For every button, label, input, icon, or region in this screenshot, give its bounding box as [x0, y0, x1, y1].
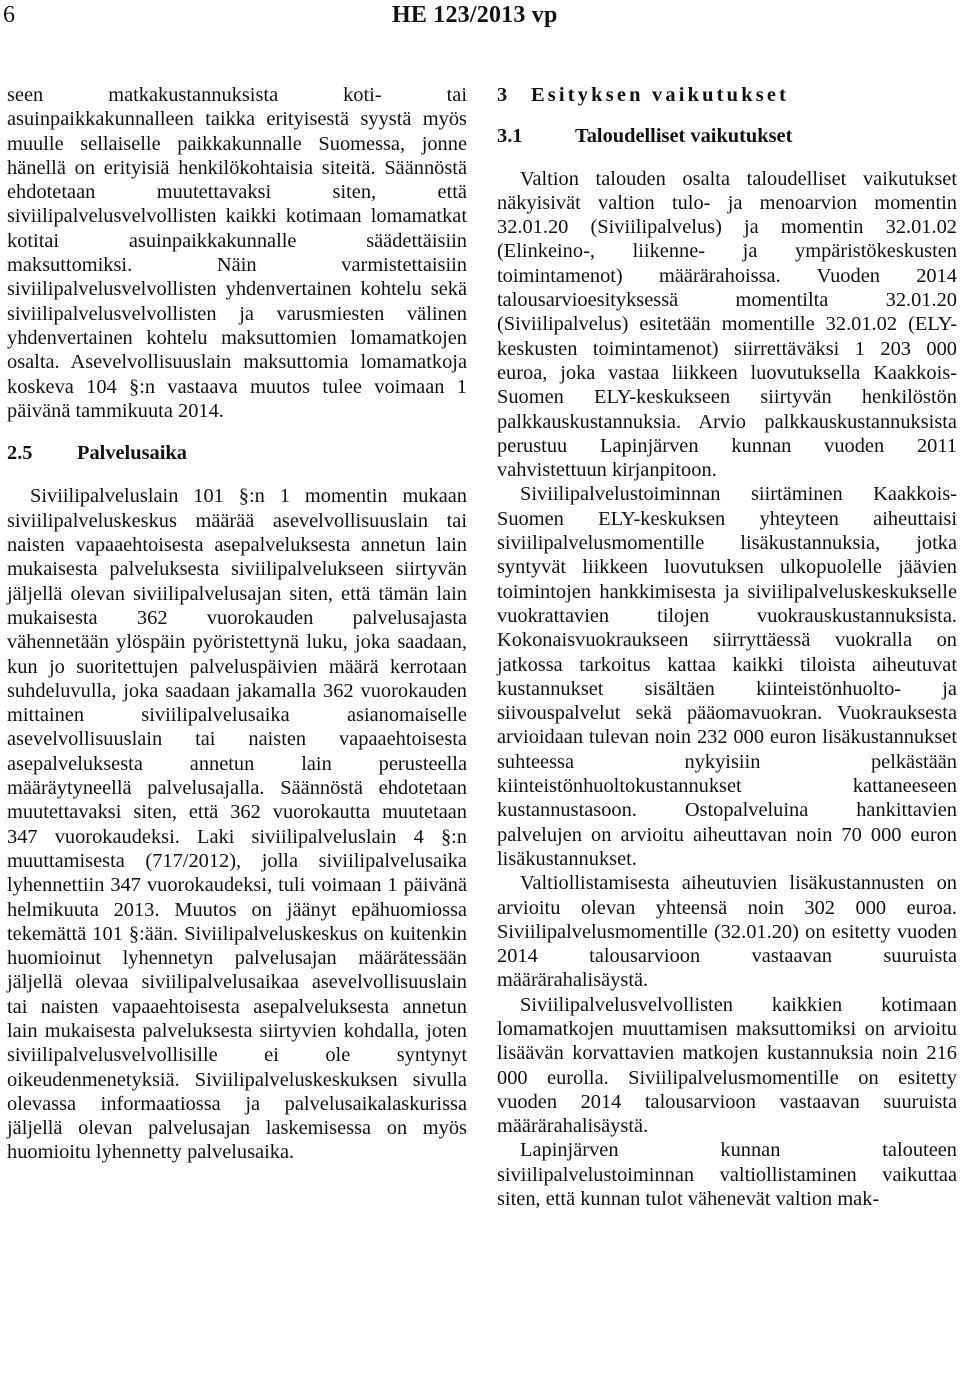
left-paragraph-2: Siviilipalveluslain 101 §:n 1 momentin mukaan siviilipalveluskeskus määrää asevelvollisuuslain tai naisten vapaaehtoisesta asepalveluksesta annetun lain mukaisesta palveluksesta siviilipalvelukseen siirtyvän jäljellä olevan siviilipalvelusajan siten, että tämän lain mukaisesta 362 vuorokauden palvelusajasta vähennetään ylöspäin pyöristettynä luku, joka saadaan, kun jo suoritettujen palveluspäivien määrä kerrotaan suhdeluvulla, joka saadaan jakamalla 362 vuorokauden mittainen siviilipalvelusaika asianomaiselle asevelvollisuuslain tai naisten vapaaehtoisesta asepalveluksesta annetun lain perusteella määräytyneellä palvelusajalla. Säännöstä ehdotetaan muutettavaksi siten, että 362 vuorokautta muutetaan 347 vuorokaudeksi. Laki siviilipalveluslain 4 §:n muuttamisesta (717/2012), jolla siviilipalvelusaika lyhennettiin 347 vuorokaudeksi, tuli voimaan 1 päivänä helmikuuta 2013. Muutos on jäänyt epähuomiossa tekemättä 101 §:ään. Siviilipalveluskeskus on kuitenkin huomioinut lyhennetyn palvelusajan määrätessään jäljellä olevaa siviilipalvelusaikaa asevelvollisuuslain tai naisten vapaaehtoisesta asepalveluksesta annetun lain mukaisesta palveluksesta siirtyvien kohdalla, joten siviilipalvelusvelvollisille ei ole syntynyt oikeudenmenetyksiä. Siviilipalveluskeskuksen sivulla olevassa informaatiossa ja palvelusaikalaskurissa jäljellä olevan palvelusajan laskemisessa on myös huomioitu lyhennetty palvelusaika.: [7, 485, 467, 1164]
section-heading-2-5: [7, 441, 467, 465]
right-paragraph-4: Siviilipalvelusvelvollisten kaikkien kotimaan lomamatkojen muuttamisen maksuttomiksi on arvioitu lisäävän korvattavien matkojen kustannuksia noin 216 000 eurolla. Siviilipalvelusmomentille on esitetty vuoden 2014 talousarvioon vastaavan suuruista määrärahalisäystä.: [497, 993, 957, 1138]
section-title: Palvelusaika: [77, 442, 187, 465]
document-id: HE 123/2013 vp: [392, 2, 558, 28]
chapter-title: Esityksen vaikutukset: [531, 84, 790, 106]
section-number: 2.5: [7, 442, 33, 465]
right-column: [497, 83, 957, 1211]
subsection-heading-3-1: [497, 124, 957, 148]
subsection-number: 3.1: [497, 125, 523, 148]
right-paragraph-3: Valtiollistamisesta aiheutuvien lisäkustannusten on arvioitu olevan yhteensä noin 302 000 euroa. Siviilipalvelusmomentille (32.01.20) on esitetty vuoden 2014 talousarvioon vastaavan suuruista määrärahalisäystä.: [497, 872, 957, 992]
chapter-number: 3: [497, 84, 508, 106]
left-paragraph-1: seen matkakustannuksista koti- tai asuinpaikkakunnalleen taikka erityisestä syystä myös muulle sellaiselle paikkakunnalle Suomessa, jonne hänellä on erityisiä henkilökohtaisia siteitä. Säännöstä ehdotetaan muutettavaksi siten, että siviilipalvelusvelvollisten kaikki kotimaan lomamatkat kotitai asuinpaikkakunnalle säädettäisiin maksuttomiksi. Näin varmistettaisiin siviilipalvelusvelvollisten yhdenvertainen kohtelu sekä siviilipalvelusvelvollisten ja varusmiesten välinen yhdenvertainen kohtelu maksuttomien lomamatkojen osalta. Asevelvollisuuslain maksuttomia lomamatkoja koskeva 104 §:n vastaava muutos tulee voimaan 1 päivänä tammikuuta 2014.: [7, 84, 467, 422]
right-paragraph-5: Lapinjärven kunnan talouteen siviilipalvelustoiminnan valtiollistaminen vaikuttaa siten, että kunnan tulot vähenevät valtion mak-: [497, 1139, 957, 1211]
right-paragraph-2: Siviilipalvelustoiminnan siirtäminen Kaakkois-Suomen ELY-keskuksen yhteyteen aiheuttaisi siviilipalvelusmomentille lisäkustannuksia, jotka syntyvät liikkeen luovutuksen ulkopuolelle jäävien toimintojen hankkimisesta ja siviilipalveluskeskukselle vuokrattavien tilojen vuokrauskustannuksista. Kokonaisvuokraukseen siirryttäessä vuokralla on jatkossa tarkoitus kattaa kaikki tiloista aiheutuvat kustannukset sisältäen kiinteistönhuolto- ja siivouspalvelut sekä pääomavuokran. Vuokrauksesta arvioidaan tulevan noin 232 000 euron lisäkustannukset suhteessa nykyisiin pelkästään kiinteistönhuoltokustannukset kattaneeseen kustannustasoon. Ostopalveluina hankittavien palvelujen on arvioitu aiheuttavan noin 70 000 euron lisäkustannukset.: [497, 483, 957, 870]
page-number: 6: [3, 2, 15, 28]
page-header: [0, 0, 960, 40]
left-column: [7, 83, 467, 1165]
chapter-heading-3: [497, 83, 957, 107]
subsection-title: Taloudelliset vaikutukset: [575, 125, 793, 148]
right-paragraph-1: Valtion talouden osalta taloudelliset vaikutukset näkyisivät valtion tulo- ja menoarvion momentin 32.01.20 (Siviilipalvelus) ja momentin 32.01.02 (Elinkeino-, liikenne- ja ympäristökeskusten toimintamenot) määrärahoissa. Vuoden 2014 talousarvioesityksessä momentilta 32.01.20 (Siviilipalvelus) esitetään momentille 32.01.02 (ELY-keskusten toimintamenot) siirrettäväksi 1 203 000 euroa, joka vastaa liikkeen luovutuksella Kaakkois-Suomen ELY-keskukseen siirtyvän henkilöstön palkkauskustannuksia. Arvio palkkauskustannuksista perustuu Lapinjärven kunnan vuoden 2011 vahvistettuun kirjanpitoon.: [497, 167, 957, 482]
